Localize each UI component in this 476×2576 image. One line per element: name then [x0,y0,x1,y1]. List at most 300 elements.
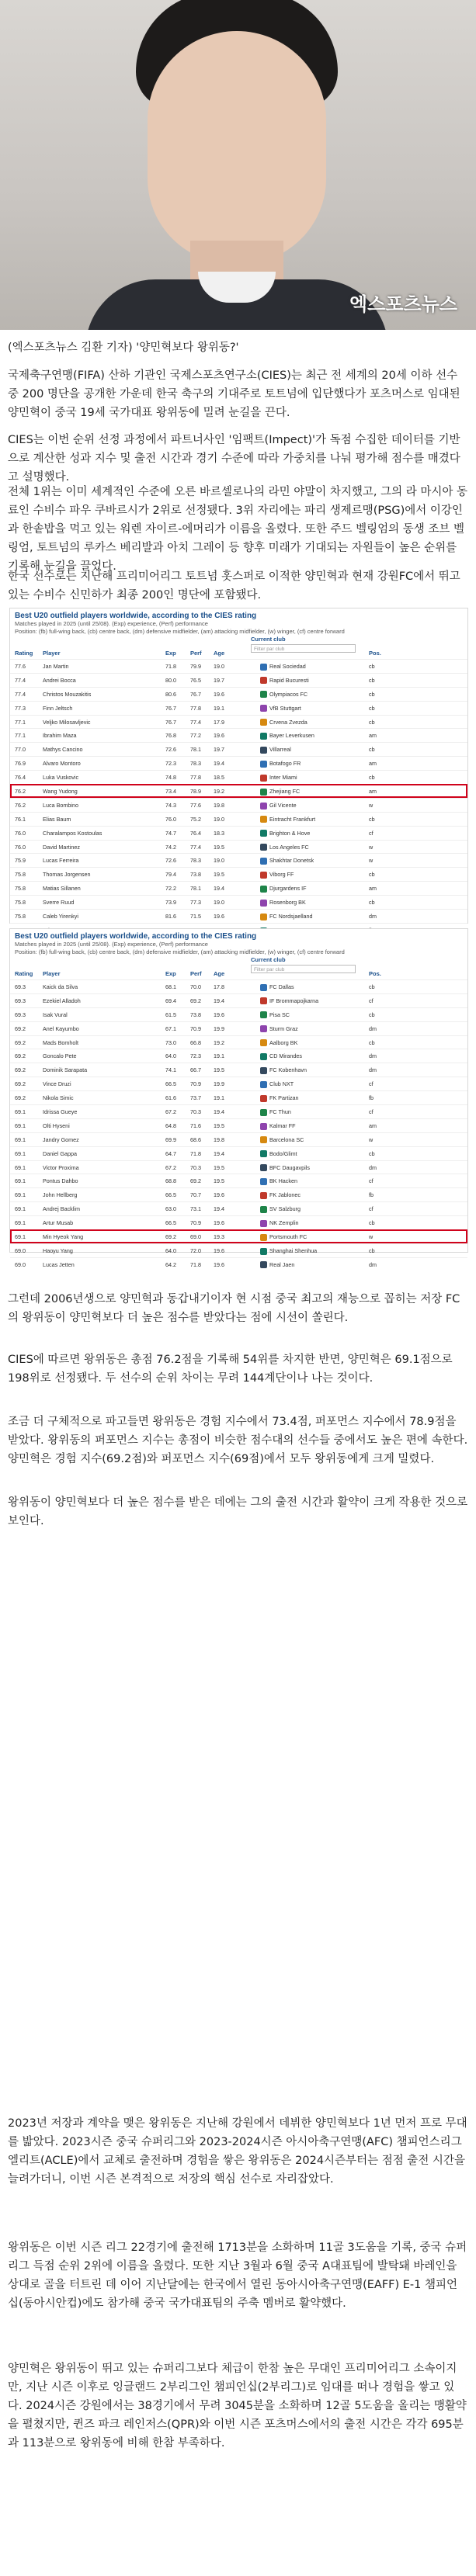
cell-rating: 69.1 [15,1219,26,1227]
cell-rating: 69.2 [15,1025,26,1032]
cell-club: Gil Vicente [260,802,297,810]
cell-club: Bayer Leverkusen [260,732,314,740]
cell-perf: 76.4 [190,829,201,837]
cell-player: Mathys Cancino [43,746,83,754]
cell-pos: dm [369,1163,377,1171]
club-crest-icon [260,1261,267,1268]
cell-perf: 71.5 [190,913,201,920]
cell-pos: am [369,1122,377,1129]
cell-perf: 66.7 [190,1066,201,1074]
cell-pos: cb [369,1011,375,1018]
club-crest-icon [260,1067,267,1074]
cell-perf: 77.6 [190,801,201,809]
cell-perf: 78.3 [190,760,201,768]
table-subtitle: Matches played in 2025 (until 25/08). (Exp) experience, (Perf) performance [15,620,208,627]
cell-exp: 73.9 [165,899,176,907]
cell-exp: 66.5 [165,1080,176,1088]
cell-player: Isak Vural [43,1011,68,1018]
table-row [10,909,467,923]
cell-perf: 68.6 [190,1135,201,1143]
table-row [10,770,467,784]
table-row [10,1021,467,1035]
table-row [10,687,467,701]
cell-exp: 72.3 [165,760,176,768]
cell-player: Haoyu Yang [43,1246,73,1254]
cell-rating: 69.1 [15,1135,26,1143]
cell-pos: w [369,857,374,865]
cell-player: Finn Jeltsch [43,704,73,712]
cell-age: 19.6 [214,1246,224,1254]
cell-rating: 69.3 [15,1011,26,1018]
club-crest-icon [260,1206,267,1213]
cell-exp: 74.3 [165,801,176,809]
table-row [10,798,467,812]
cell-age: 19.7 [214,746,224,754]
cell-pos: am [369,732,377,740]
cell-pos: dm [369,1260,377,1268]
cell-exp: 68.8 [165,1177,176,1185]
cell-pos: cb [369,815,375,823]
cell-pos: am [369,760,377,768]
cell-pos: cf [369,1108,374,1116]
cell-age: 19.6 [214,1011,224,1018]
table-row [10,1160,467,1174]
cell-club: Aalborg BK [260,1039,297,1047]
cell-age: 17.9 [214,718,224,726]
article-paragraph-7: 조금 더 구체적으로 파고들면 왕위동은 경험 지수에서 73.4점, 퍼포먼스 지수에서 78.9점을 받았다. 왕위동의 퍼포먼스 지수는 총점이 비슷한 점수대의 선수들 중에서도 높은 편에 속한다. 양민혁은 경험 지수(69.2점)와 퍼포먼스 지수(69점)에서 모두 왕위동에게 크게 밀렸다. [8,1416,468,1465]
club-crest-icon [260,872,267,879]
cell-perf: 77.2 [190,732,201,740]
cell-pos: dm [369,1052,377,1060]
cell-perf: 70.3 [190,1108,201,1116]
cell-exp: 76.7 [165,704,176,712]
cell-exp: 80.0 [165,676,176,684]
cell-player: David Martinez [43,843,80,851]
cell-player: Ezekiel Alladoh [43,997,81,1004]
cell-exp: 68.1 [165,983,176,990]
cell-player: Elias Baum [43,815,71,823]
cell-player: Daniel Gappa [43,1149,77,1157]
club-crest-icon [260,664,267,671]
table-row [10,1035,467,1049]
cell-age: 19.5 [214,843,224,851]
cell-age: 19.4 [214,885,224,893]
cell-rating: 69.2 [15,1080,26,1088]
article-byline: (엑스포츠뉴스 김환 기자) '양민혁보다 왕위동?' [8,342,239,354]
club-crest-icon [260,886,267,893]
cell-exp: 64.7 [165,1149,176,1157]
cell-rating: 69.2 [15,1066,26,1074]
table-row [10,1063,467,1077]
cell-player: John Hellberg [43,1191,78,1199]
cell-club: FC Thun [260,1108,291,1116]
table-body [10,659,467,937]
cell-rating: 76.1 [15,815,26,823]
cell-pos: dm [369,1066,377,1074]
cell-perf: 69.0 [190,1233,201,1241]
cell-pos: cf [369,1080,374,1088]
table-body [10,979,467,1271]
cell-perf: 73.8 [190,1011,201,1018]
cell-pos: am [369,788,377,796]
club-crest-icon [260,844,267,851]
cell-club: Villarreal [260,746,291,754]
cell-player: Victor Proxima [43,1163,79,1171]
cell-pos: cb [369,983,375,990]
cell-player: Jan Martin [43,663,69,670]
table-row [10,1187,467,1201]
cell-club: Olympiacos FC [260,691,307,699]
cell-pos: cb [369,899,375,907]
cell-player: Olti Hyseni [43,1122,70,1129]
cell-rating: 76.0 [15,829,26,837]
cell-exp: 74.1 [165,1066,176,1074]
cell-perf: 72.3 [190,1052,201,1060]
cell-age: 19.0 [214,815,224,823]
cell-club: FK Jablonec [260,1191,301,1199]
cell-exp: 64.8 [165,1122,176,1129]
article-paragraph-2: CIES는 이번 순위 선정 과정에서 파트너사인 '임팩트(Impect)'가 독점 수집한 데이터를 기반으로 계산한 성과 지수 및 출전 시간과 경기 수준에 따라 가중치를 나눠 평가해 점수를 매겼다고 설명했다. [8,434,460,484]
table-row [10,853,467,867]
club-crest-icon [260,803,267,810]
club-crest-icon [260,1095,267,1102]
cell-rating: 77.1 [15,732,26,740]
cell-age: 19.0 [214,663,224,670]
cell-club: Pisa SC [260,1011,290,1019]
cell-rating: 77.4 [15,690,26,698]
article-paragraph-11: 양민혁은 왕위동이 뛰고 있는 슈퍼리그보다 체급이 한참 높은 무대인 프리미어리그 소속이지만, 지난 시즌 이후로 잉글랜드 2부리그인 챔피언십(2부리그)로 임대를 떠나 경험을 쌓고 있다. 2024시즌 강원에서는 38경기에서 무려 3045분을 소화하며 12골 5도움을 올리는 맹활약을 펼쳤지만, 퀸즈 파크 레인저스(QPR)와 이번 시즌 포츠머스에서의 출전 시간은 각각 695분과 113분으로 왕위동에 비해 한참 부족하다. [8,2363,467,2449]
cell-club: Bodo/Glimt [260,1150,297,1158]
table-row [10,993,467,1007]
cell-club: VfB Stuttgart [260,705,301,712]
cell-perf: 70.3 [190,1163,201,1171]
cell-player: Ibrahim Maza [43,732,77,740]
cell-perf: 78.1 [190,885,201,893]
cell-perf: 77.3 [190,899,201,907]
cell-club: FK Partizan [260,1094,299,1102]
cell-exp: 66.5 [165,1191,176,1199]
cell-rating: 76.2 [15,788,26,796]
club-crest-icon [260,1011,267,1018]
cell-perf: 77.8 [190,774,201,782]
cell-rating: 69.1 [15,1149,26,1157]
cell-pos: w [369,843,374,851]
cell-age: 19.5 [214,1122,224,1129]
cell-exp: 61.6 [165,1094,176,1102]
cell-perf: 78.3 [190,857,201,865]
table-row [10,1104,467,1118]
cell-exp: 74.2 [165,843,176,851]
table-subtitle: Matches played in 2025 (until 25/08). (Exp) experience, (Perf) performance [15,941,208,948]
cell-age: 19.9 [214,1080,224,1088]
cell-perf: 70.7 [190,1191,201,1199]
cell-player: Artur Musab [43,1219,74,1227]
table-row [10,1118,467,1132]
table-row [10,812,467,826]
cell-rating: 75.8 [15,871,26,879]
table-row [10,1174,467,1187]
cell-perf: 70.9 [190,1080,201,1088]
club-crest-icon [260,1039,267,1046]
cell-player: Idrissa Gueye [43,1108,78,1116]
table-row [10,728,467,742]
cies-table-bottom [9,928,468,1268]
club-crest-icon [260,900,267,907]
cell-age: 19.6 [214,1260,224,1268]
cell-age: 19.9 [214,1025,224,1032]
col-club: Current club [251,956,286,963]
col-club: Current club [251,636,286,643]
article-paragraph-5: 그런데 2006년생으로 양민혁과 동갑내기이자 현 시점 중국 최고의 재능으로 꼽히는 저장 FC의 왕위동이 양민혁보다 더 높은 점수를 받았다는 점에 시선이 쏠린다. [8,1293,460,1324]
table-row [10,1049,467,1063]
cell-exp: 67.2 [165,1108,176,1116]
cell-exp: 69.2 [165,1233,176,1241]
cell-perf: 70.9 [190,1025,201,1032]
cell-exp: 72.6 [165,746,176,754]
cell-age: 19.7 [214,676,224,684]
table-row [10,826,467,840]
cell-club: CD Mirandes [260,1052,302,1060]
col-exp: Exp [165,650,176,657]
cell-pos: cf [369,829,374,837]
cell-age: 19.3 [214,1233,224,1241]
cell-age: 19.8 [214,801,224,809]
cell-rating: 69.1 [15,1191,26,1199]
cell-exp: 79.4 [165,871,176,879]
cell-rating: 69.2 [15,1094,26,1102]
club-crest-icon [260,1109,267,1116]
table-row [10,742,467,756]
col-perf: Perf [190,970,202,977]
table-row [10,895,467,909]
cell-club: Djurgardens IF [260,885,307,893]
cell-pos: dm [369,913,377,920]
cell-rating: 75.8 [15,913,26,920]
cell-age: 19.6 [214,1191,224,1199]
table-subtitle: Position: (fb) full-wing back, (cb) centre back, (dm) defensive midfielder, (am) attacking midfielder, (w) winger, (cf) centre forward [15,948,345,955]
table-row [10,867,467,881]
photo-watermark: 엑스포츠뉴스 [349,293,457,315]
col-exp: Exp [165,970,176,977]
cell-rating: 69.1 [15,1205,26,1213]
cell-pos: cf [369,997,374,1004]
club-crest-icon [260,691,267,698]
cell-exp: 81.6 [165,913,176,920]
cell-exp: 64.0 [165,1052,176,1060]
club-crest-icon [260,1234,267,1241]
cell-player: Sverre Ruud [43,899,75,907]
club-crest-icon [260,677,267,684]
club-crest-icon [260,997,267,1004]
cell-exp: 66.5 [165,1219,176,1227]
club-crest-icon [260,1164,267,1171]
club-crest-icon [260,775,267,782]
club-crest-icon [260,1081,267,1088]
table-row [10,979,467,993]
cell-player: Charalampos Kostoulas [43,829,102,837]
cell-club: Shakhtar Donetsk [260,857,314,865]
cell-exp: 61.5 [165,1011,176,1018]
cell-club: Rosenborg BK [260,899,306,907]
cell-rating: 76.0 [15,843,26,851]
cell-perf: 78.1 [190,746,201,754]
cell-rating: 69.0 [15,1260,26,1268]
table-row [10,659,467,673]
cell-rating: 75.8 [15,899,26,907]
article-paragraph-10: 왕위동은 이번 시즌 리그 22경기에 출전해 1713분을 소화하며 11골 3도움을 기록, 중국 슈퍼리그 득점 순위 2위에 이름을 올렸다. 또한 지난 3월과 6월 중국 A대표팀에 발탁돼 바레인을 상대로 골을 터트린 데 이어 지난달에는 한국에서 열린 동아시아축구연맹(EAFF) E-1 챔피언십(동아시안컵)에도 참가해 중국 국가대표팀의 주축 멤버로 활약했다. [8,2241,467,2310]
cell-exp: 76.0 [165,815,176,823]
col-pos: Pos. [369,650,381,657]
cell-pos: cb [369,676,375,684]
table-row [10,1243,467,1257]
table-title: Best U20 outfield players worldwide, according to the CIES rating [15,932,257,941]
cell-perf: 75.2 [190,815,201,823]
cell-exp: 74.8 [165,774,176,782]
cell-club: Barcelona SC [260,1136,304,1144]
table-subtitle: Position: (fb) full-wing back, (cb) centre back, (dm) defensive midfielder, (am) attacking midfielder, (w) winger, (cf) centre forward [15,628,345,635]
cell-rating: 69.0 [15,1246,26,1254]
cell-pos: cf [369,1205,374,1213]
cell-club: Real Sociedad [260,663,306,671]
article-paragraph-6: CIES에 따르면 왕위동은 총점 76.2점을 기록해 54위를 차지한 반면, 양민혁은 69.1점으로 198위로 선정됐다. 두 선수의 순위 차이는 무려 144계단이나 나는 것이다. [8,1354,453,1385]
club-crest-icon [260,858,267,865]
cell-rating: 77.1 [15,718,26,726]
article-photo [0,0,476,330]
cell-age: 18.3 [214,829,224,837]
cell-exp: 74.7 [165,829,176,837]
cell-exp: 67.1 [165,1025,176,1032]
cell-player: Christos Mouzakitis [43,690,92,698]
cell-club: Viborg FF [260,871,294,879]
cell-player: Dominik Sarapata [43,1066,88,1074]
table-row [10,1090,467,1104]
club-crest-icon [260,1192,267,1199]
cies-table-top [9,608,468,924]
cell-club: Portsmouth FC [260,1233,307,1241]
article-paragraph-1: 국제축구연맹(FIFA) 산하 기관인 국제스포츠연구소(CIES)는 최근 전 세계의 20세 이하 선수 중 200 명단을 공개한 가운데 한국 축구의 기대주로 토트넘에 입단했다가 포츠머스로 임대된 양민혁이 중국 19세 국가대표 왕위동에 밀려 눈길을 끈다. [8,369,460,419]
cell-pos: w [369,1233,374,1241]
club-filter-input[interactable]: Filter par club [251,965,356,973]
cell-club: Botafogo FR [260,760,301,768]
col-age: Age [214,650,225,657]
cell-pos: w [369,1135,374,1143]
cell-age: 19.8 [214,1135,224,1143]
cell-exp: 69.4 [165,997,176,1004]
cell-player: Goncalo Pete [43,1052,77,1060]
cell-exp: 72.6 [165,857,176,865]
club-crest-icon [260,1053,267,1060]
table-row [10,756,467,770]
cell-age: 19.6 [214,732,224,740]
cell-club: Sturm Graz [260,1025,298,1033]
cell-age: 19.4 [214,1149,224,1157]
cell-pos: w [369,801,374,809]
cell-pos: cb [369,871,375,879]
article-paragraph-8: 왕위동이 양민혁보다 더 높은 점수를 받은 데에는 그의 출전 시간과 활약이 크게 작용한 것으로 보인다. [8,1496,468,1527]
cell-pos: cb [369,1219,375,1227]
cell-player: Luka Vuskovic [43,774,79,782]
cell-rating: 75.9 [15,857,26,865]
cell-age: 19.5 [214,1066,224,1074]
cell-club: Kalmar FF [260,1122,296,1130]
cell-perf: 76.5 [190,676,201,684]
cell-rating: 76.4 [15,774,26,782]
club-filter-input[interactable]: Filter par club [251,644,356,653]
cell-club: BK Hacken [260,1177,297,1185]
cell-player: Anel Kayumbo [43,1025,79,1032]
cell-pos: cb [369,746,375,754]
cell-rating: 77.3 [15,704,26,712]
cell-club: NK Zemplin [260,1219,299,1227]
club-crest-icon [260,705,267,712]
cell-player: Nikola Simic [43,1094,74,1102]
cell-perf: 69.2 [190,1177,201,1185]
cell-pos: cb [369,718,375,726]
cell-rating: 77.6 [15,663,26,670]
cell-perf: 73.7 [190,1094,201,1102]
cell-perf: 79.9 [190,663,201,670]
table-row [10,673,467,687]
cell-age: 19.2 [214,788,224,796]
cell-rating: 77.0 [15,746,26,754]
club-crest-icon [260,761,267,768]
article-paragraph-3: 전체 1위는 이미 세계적인 수준에 오른 바르셀로나의 라민 야말이 차지했고, 그의 라 마시아 동료인 수비수 파우 쿠바르시가 2위로 선정됐다. 3위 자리에는 파리 생제르맹(PSG)에서 이강인과 한솥밥을 먹고 있는 워렌 자이르-에머리가 이름을 올렸다. 또한 주드 벨링엄의 동생 조브 벨링엄, 토트넘의 루카스 베리발과 아치 그레이 등 향후 미래가 기대되는 자원들이 높은 순위를 기록해 눈길을 끌었다. [8,486,468,573]
cell-rating: 77.4 [15,676,26,684]
cell-player: Kaick da Silva [43,983,78,990]
cell-perf: 71.8 [190,1149,201,1157]
table-row [10,1215,467,1229]
cell-age: 19.4 [214,1108,224,1116]
cell-club: FC Dallas [260,983,294,991]
cell-player: Wang Yudong [43,788,78,796]
cell-rating: 69.3 [15,997,26,1004]
cell-player: Luca Bombino [43,801,78,809]
cell-age: 19.4 [214,1205,224,1213]
cell-rating: 75.8 [15,885,26,893]
table-row [10,840,467,854]
table-row [10,1146,467,1160]
cell-club: Shanghai Shenhua [260,1247,317,1255]
cell-rating: 69.1 [15,1177,26,1185]
cell-exp: 80.6 [165,690,176,698]
col-pos: Pos. [369,970,381,977]
cell-age: 19.4 [214,760,224,768]
cell-exp: 73.0 [165,1038,176,1046]
cell-perf: 73.1 [190,1205,201,1213]
cell-player: Veljko Milosavljevic [43,718,91,726]
cell-perf: 72.0 [190,1246,201,1254]
table-row [10,1007,467,1021]
cell-exp: 64.2 [165,1260,176,1268]
cell-pos: cb [369,704,375,712]
club-crest-icon [260,830,267,837]
cell-exp: 72.2 [165,885,176,893]
table-row [10,1077,467,1090]
cell-age: 19.5 [214,1163,224,1171]
cell-exp: 63.0 [165,1205,176,1213]
table-row [10,1132,467,1146]
cell-player: Andrei Bocca [43,676,76,684]
cell-player: Andrej Backlim [43,1205,80,1213]
col-age: Age [214,970,225,977]
cell-pos: cb [369,1038,375,1046]
cell-rating: 76.2 [15,801,26,809]
cell-rating: 69.2 [15,1038,26,1046]
club-crest-icon [260,1025,267,1032]
cell-age: 19.2 [214,1038,224,1046]
cell-pos: cb [369,774,375,782]
cell-perf: 77.4 [190,843,201,851]
